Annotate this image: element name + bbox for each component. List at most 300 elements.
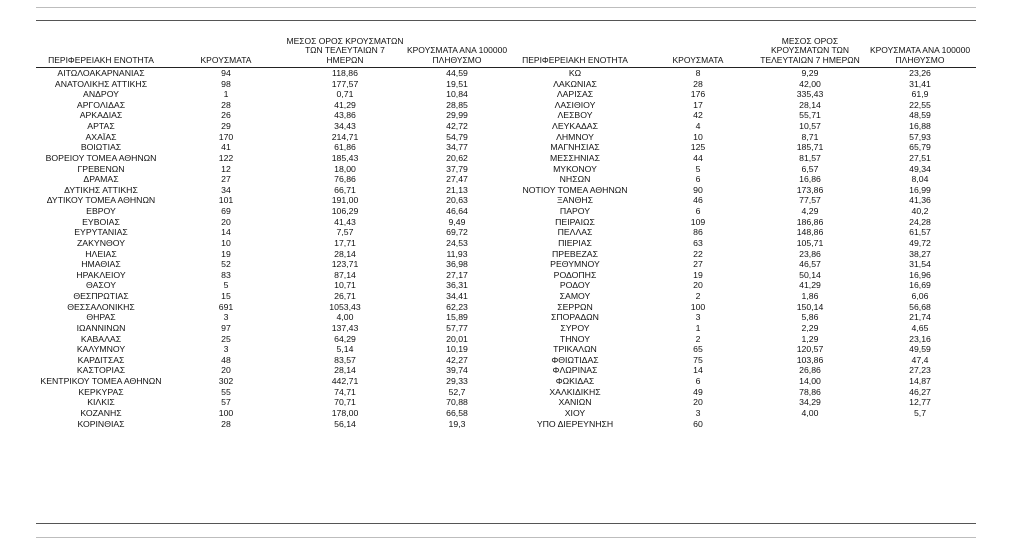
cell-per100k-right: 12,77 xyxy=(909,397,931,408)
cell-cases-right: 49 xyxy=(693,386,703,397)
cell-region-right: ΡΕΘΥΜΝΟΥ xyxy=(550,259,600,270)
cell-per100k-left: 27,17 xyxy=(446,269,468,280)
cell-avg7-right: 120,57 xyxy=(796,344,824,355)
cell-avg7-left: 1053,43 xyxy=(329,301,361,312)
cell-avg7-left: 191,00 xyxy=(331,195,359,206)
cell-cases-right: 17 xyxy=(693,99,703,110)
cell-avg7-right: 10,57 xyxy=(799,121,821,132)
cell-avg7-left: 10,71 xyxy=(334,280,356,291)
cell-region-right: ΜΕΣΣΗΝΙΑΣ xyxy=(550,153,600,163)
cell-avg7-left: 137,43 xyxy=(331,323,359,333)
cell-cases-right: 42 xyxy=(693,110,703,121)
cell-avg7-right: 8,71 xyxy=(801,131,819,142)
cell-avg7-left: 56,14 xyxy=(334,418,356,429)
cell-avg7-left: 41,43 xyxy=(334,216,356,227)
cell-region-right: ΥΠΟ ΔΙΕΡΕΥΝΗΣΗ xyxy=(536,418,614,429)
cell-avg7-right: 26,86 xyxy=(799,365,821,376)
cell-region-left: ΔΥΤΙΚΟΥ ΤΟΜΕΑ ΑΘΗΝΩΝ xyxy=(46,195,156,206)
cell-cases-right: 46 xyxy=(693,195,703,206)
cell-per100k-right: 61,9 xyxy=(911,89,929,100)
cell-per100k-right: 49,34 xyxy=(909,163,931,174)
cell-cases-right: 125 xyxy=(690,142,706,153)
cell-cases-left: 98 xyxy=(221,78,231,89)
cell-per100k-right: 22,55 xyxy=(909,99,931,110)
cell-cases-left: 25 xyxy=(221,333,231,344)
cell-per100k-right: 57,93 xyxy=(909,131,931,142)
header-region-left: ΠΕΡΙΦΕΡΕΙΑΚΗ ΕΝΟΤΗΤΑ xyxy=(36,30,166,68)
cell-cases-left: 19 xyxy=(221,248,231,259)
cell-avg7-right: 1,86 xyxy=(801,291,819,302)
table-row xyxy=(36,185,976,196)
cell-avg7-right: 55,71 xyxy=(799,110,821,121)
cell-cases-left: 41 xyxy=(221,142,231,153)
cell-region-right: ΣΕΡΡΩΝ xyxy=(557,301,593,312)
cell-region-right: ΛΑΚΩΝΙΑΣ xyxy=(553,78,597,89)
cell-per100k-right: 5,7 xyxy=(913,408,927,418)
cell-avg7-right: 2,29 xyxy=(801,323,819,333)
cell-cases-left: 26 xyxy=(221,110,231,121)
cell-region-left: ΚΑΡΔΙΤΣΑΣ xyxy=(77,354,125,365)
cell-per100k-left: 20,62 xyxy=(446,153,468,163)
cell-region-left: ΑΡΚΑΔΙΑΣ xyxy=(79,110,123,121)
cell-per100k-left: 20,01 xyxy=(446,333,468,344)
table-row xyxy=(36,121,976,132)
bottom-rule xyxy=(36,523,976,524)
cell-cases-left: 29 xyxy=(221,121,231,132)
cell-cases-right: 14 xyxy=(693,365,703,376)
table-row xyxy=(36,259,976,270)
cell-cases-left: 97 xyxy=(221,323,231,333)
cell-region-left: ΒΟΡΕΙΟΥ ΤΟΜΕΑ ΑΘΗΝΩΝ xyxy=(45,153,157,163)
cell-region-left: ΗΡΑΚΛΕΙΟΥ xyxy=(76,269,126,280)
cell-per100k-left: 10,84 xyxy=(446,89,468,100)
cell-per100k-left: 70,88 xyxy=(446,397,468,408)
cell-per100k-right: 14,87 xyxy=(909,376,931,387)
cell-region-left: ΘΗΡΑΣ xyxy=(86,312,116,323)
top-rule xyxy=(36,7,976,8)
cell-avg7-left: 66,71 xyxy=(334,184,356,195)
cell-cases-left: 1 xyxy=(223,89,229,100)
cell-cases-left: 55 xyxy=(221,386,231,397)
cell-per100k-right: 49,72 xyxy=(909,238,931,248)
cell-region-left: ΕΥΡΥΤΑΝΙΑΣ xyxy=(74,227,128,238)
cell-cases-left: 3 xyxy=(223,312,229,323)
header-per100k-left: ΚΡΟΥΣΜΑΤΑ ΑΝΑ 100000 ΠΛΗΘΥΣΜΟ xyxy=(404,30,510,68)
cell-region-right: ΦΘΙΩΤΙΔΑΣ xyxy=(551,354,599,365)
cell-per100k-left: 20,63 xyxy=(446,195,468,206)
cell-avg7-left: 70,71 xyxy=(334,397,356,408)
cell-per100k-left: 46,64 xyxy=(446,206,468,217)
cell-avg7-right: 335,43 xyxy=(796,89,824,100)
cell-cases-right: 5 xyxy=(695,163,701,174)
cell-per100k-left: 62,23 xyxy=(446,301,468,312)
cell-region-right: ΤΗΝΟΥ xyxy=(559,333,591,344)
cell-avg7-right: 28,14 xyxy=(799,99,821,110)
cell-avg7-left: 83,57 xyxy=(334,354,356,365)
cell-avg7-right: 81,57 xyxy=(799,153,821,163)
cell-avg7-right: 14,00 xyxy=(799,376,821,387)
cell-per100k-right: 46,27 xyxy=(909,386,931,397)
cell-per100k-right: 40,2 xyxy=(911,206,929,217)
cell-cases-right: 86 xyxy=(693,227,703,238)
header-row xyxy=(36,30,976,68)
cell-avg7-left: 5,14 xyxy=(336,344,354,355)
cell-per100k-left: 52,7 xyxy=(448,386,466,397)
cell-region-left: ΙΩΑΝΝΙΝΩΝ xyxy=(76,323,126,333)
cell-avg7-right: 148,86 xyxy=(796,227,824,238)
cases-table xyxy=(36,30,976,429)
cell-region-right: ΣΠΟΡΑΔΩΝ xyxy=(551,312,599,323)
cell-per100k-right: 41,36 xyxy=(909,195,931,206)
cell-region-right: ΣΥΡΟΥ xyxy=(560,323,590,333)
cell-cases-right: 3 xyxy=(695,312,701,323)
cell-region-left: ΖΑΚΥΝΘΟΥ xyxy=(77,238,125,248)
cell-cases-left: 170 xyxy=(218,131,234,142)
cell-cases-left: 302 xyxy=(218,376,234,387)
cell-per100k-left: 27,47 xyxy=(446,174,468,185)
cell-cases-left: 20 xyxy=(221,365,231,376)
cell-cases-left: 94 xyxy=(221,67,231,78)
cell-per100k-left: 39,74 xyxy=(446,365,468,376)
table-row xyxy=(36,238,976,249)
cell-avg7-right: 4,29 xyxy=(801,206,819,217)
cell-region-right: ΜΑΓΝΗΣΙΑΣ xyxy=(550,142,600,153)
table-row xyxy=(36,408,976,419)
cell-cases-right: 2 xyxy=(695,333,701,344)
cell-cases-left: 20 xyxy=(221,216,231,227)
table-row xyxy=(36,323,976,334)
cell-region-right: ΦΛΩΡΙΝΑΣ xyxy=(552,365,598,376)
cell-region-left: ΑΙΤΩΛΟΑΚΑΡΝΑΝΙΑΣ xyxy=(57,67,145,78)
cell-cases-right: 19 xyxy=(693,269,703,280)
table-row xyxy=(36,281,976,292)
cell-per100k-left: 19,3 xyxy=(448,418,466,429)
footer-rule xyxy=(36,537,976,538)
table-row xyxy=(36,387,976,398)
cell-per100k-left: 21,13 xyxy=(446,184,468,195)
cell-region-left: ΚΟΡΙΝΘΙΑΣ xyxy=(77,418,125,429)
cell-region-right: ΡΟΔΟΥ xyxy=(559,280,591,291)
cell-region-left: ΑΡΓΟΛΙΔΑΣ xyxy=(76,99,126,110)
cell-cases-left: 14 xyxy=(221,227,231,238)
cell-cases-left: 5 xyxy=(223,280,229,291)
table-row xyxy=(36,249,976,260)
cell-cases-right: 90 xyxy=(693,184,703,195)
cell-per100k-left: 69,72 xyxy=(446,227,468,238)
cell-cases-left: 101 xyxy=(218,195,234,206)
cell-avg7-right: 9,29 xyxy=(801,67,819,78)
cell-cases-right: 6 xyxy=(695,376,701,387)
cell-cases-right: 28 xyxy=(693,78,703,89)
cell-per100k-right: 16,69 xyxy=(909,280,931,291)
cell-per100k-right: 27,23 xyxy=(909,365,931,376)
table-row xyxy=(36,174,976,185)
cell-avg7-right: 23,86 xyxy=(799,248,821,259)
cell-region-right: ΛΑΡΙΣΑΣ xyxy=(556,89,594,100)
table-row xyxy=(36,302,976,313)
cell-avg7-left: 74,71 xyxy=(334,386,356,397)
cell-per100k-right: 16,99 xyxy=(909,184,931,195)
header-region-right: ΠΕΡΙΦΕΡΕΙΑΚΗ ΕΝΟΤΗΤΑ xyxy=(510,30,640,68)
cell-avg7-right: 6,57 xyxy=(801,163,819,174)
cell-avg7-right: 1,29 xyxy=(801,333,819,344)
cell-avg7-right: 4,00 xyxy=(801,408,819,418)
cell-region-left: ΗΜΑΘΙΑΣ xyxy=(81,259,121,270)
cell-avg7-right: 41,29 xyxy=(799,280,821,291)
cell-region-left: ΕΒΡΟΥ xyxy=(86,206,116,217)
cell-cases-right: 100 xyxy=(690,301,706,312)
cell-avg7-right: 78,86 xyxy=(799,386,821,397)
cell-avg7-left: 123,71 xyxy=(331,259,359,270)
table-row xyxy=(36,142,976,153)
cell-avg7-left: 185,43 xyxy=(331,153,359,163)
cell-region-left: ΘΕΣΣΑΛΟΝΙΚΗΣ xyxy=(67,301,135,312)
cell-avg7-left: 87,14 xyxy=(334,269,356,280)
cell-avg7-left: 177,57 xyxy=(331,78,359,89)
cell-cases-right: 3 xyxy=(695,408,701,418)
cell-region-right: ΛΑΣΙΘΙΟΥ xyxy=(554,99,596,110)
cell-cases-left: 27 xyxy=(221,174,231,185)
cell-cases-right: 60 xyxy=(693,418,703,429)
table-row xyxy=(36,397,976,408)
cell-region-right: ΡΟΔΟΠΗΣ xyxy=(553,269,597,280)
cell-avg7-left: 106,29 xyxy=(331,206,359,217)
cell-region-left: ΚΙΛΚΙΣ xyxy=(87,397,115,408)
cell-region-right: ΧΑΛΚΙΔΙΚΗΣ xyxy=(549,386,601,397)
cell-avg7-left: 17,71 xyxy=(334,238,356,248)
table-row xyxy=(36,217,976,228)
table-row xyxy=(36,270,976,281)
cell-per100k-right: 4,65 xyxy=(911,323,929,333)
cell-region-left: ΑΧΑΪΑΣ xyxy=(85,131,117,142)
cell-avg7-left: 7,57 xyxy=(336,227,354,238)
table-row xyxy=(36,419,976,430)
cell-per100k-right: 8,04 xyxy=(911,174,929,185)
cell-cases-left: 69 xyxy=(221,206,231,217)
cell-region-right: ΤΡΙΚΑΛΩΝ xyxy=(553,344,597,355)
cell-avg7-left: 4,00 xyxy=(336,312,354,323)
cell-region-right: ΛΕΥΚΑΔΑΣ xyxy=(552,121,598,132)
cell-region-right: ΧΙΟΥ xyxy=(564,408,586,418)
cell-avg7-right: 50,14 xyxy=(799,269,821,280)
cell-region-right: ΦΩΚΙΔΑΣ xyxy=(555,376,595,387)
table-row xyxy=(36,206,976,217)
table-row xyxy=(36,164,976,175)
cell-region-right: ΠΙΕΡΙΑΣ xyxy=(558,238,592,248)
cell-per100k-left: 36,31 xyxy=(446,280,468,291)
cell-region-left: ΔΡΑΜΑΣ xyxy=(83,174,119,185)
cell-per100k-left: 11,93 xyxy=(446,248,468,259)
table-row xyxy=(36,376,976,387)
cell-cases-right: 6 xyxy=(695,174,701,185)
cell-per100k-left: 10,19 xyxy=(446,344,468,355)
cell-avg7-left: 61,86 xyxy=(334,142,356,153)
cell-avg7-right: 185,71 xyxy=(796,142,824,153)
cell-per100k-right: 24,28 xyxy=(909,216,931,227)
cell-avg7-left: 28,14 xyxy=(334,365,356,376)
table-row xyxy=(36,355,976,366)
cell-per100k-right: 65,79 xyxy=(909,142,931,153)
cell-per100k-left: 54,79 xyxy=(446,131,468,142)
cell-region-right: ΠΕΛΛΑΣ xyxy=(557,227,593,238)
header-avg7-left: ΜΕΣΟΣ ΟΡΟΣ ΚΡΟΥΣΜΑΤΩΝ ΤΩΝ ΤΕΛΕΥΤΑΙΩΝ 7 ΗΜΕΡΩΝ xyxy=(286,30,404,68)
cell-avg7-left: 0,71 xyxy=(336,89,354,100)
cell-per100k-left: 36,98 xyxy=(446,259,468,270)
cell-per100k-left: 29,99 xyxy=(446,110,468,121)
cell-region-right: ΣΑΜΟΥ xyxy=(559,291,591,302)
cell-avg7-left: 178,00 xyxy=(331,408,359,418)
table-row xyxy=(36,196,976,207)
cell-region-right: ΠΡΕΒΕΖΑΣ xyxy=(552,248,598,259)
cell-cases-left: 691 xyxy=(218,301,234,312)
cell-region-left: ΚΕΡΚΥΡΑΣ xyxy=(78,386,124,397)
table-row xyxy=(36,291,976,302)
cell-per100k-right: 47,4 xyxy=(911,354,929,365)
cell-cases-right: 63 xyxy=(693,238,703,248)
cell-avg7-left: 18,00 xyxy=(334,163,356,174)
cell-cases-right: 65 xyxy=(693,344,703,355)
cell-avg7-left: 118,86 xyxy=(332,67,358,78)
header-per100k-right: ΚΡΟΥΣΜΑΤΑ ΑΝΑ 100000 ΠΛΗΘΥΣΜΟ xyxy=(864,30,976,68)
cell-per100k-right: 56,68 xyxy=(909,301,931,312)
cell-per100k-left: 28,85 xyxy=(446,99,468,110)
cell-cases-left: 52 xyxy=(221,259,231,270)
cell-cases-right: 10 xyxy=(693,131,703,142)
cell-cases-left: 83 xyxy=(221,269,231,280)
cell-region-left: ΚΕΝΤΡΙΚΟΥ ΤΟΜΕΑ ΑΘΗΝΩΝ xyxy=(40,376,162,387)
cell-region-right: ΜΥΚΟΝΟΥ xyxy=(553,163,597,174)
table-row xyxy=(36,111,976,122)
cell-cases-right: 20 xyxy=(693,397,703,408)
header-cases-left: ΚΡΟΥΣΜΑΤΑ xyxy=(166,30,286,68)
header-avg7-right: ΜΕΣΟΣ ΟΡΟΣ ΚΡΟΥΣΜΑΤΩΝ ΤΩΝ ΤΕΛΕΥΤΑΙΩΝ 7 ΗΜΕΡΩΝ xyxy=(756,30,864,68)
table-row xyxy=(36,68,976,79)
cell-per100k-left: 15,89 xyxy=(446,312,468,323)
cell-cases-left: 28 xyxy=(221,418,231,429)
cell-per100k-left: 42,72 xyxy=(446,121,468,132)
cell-per100k-right: 38,27 xyxy=(909,248,931,259)
cell-region-left: ΓΡΕΒΕΝΩΝ xyxy=(77,163,125,174)
cell-per100k-left: 24,53 xyxy=(446,238,468,248)
table-row xyxy=(36,79,976,90)
cell-per100k-right: 16,96 xyxy=(909,269,931,280)
cell-avg7-right: 77,57 xyxy=(799,195,821,206)
cell-per100k-left: 29,33 xyxy=(446,376,468,387)
table-row xyxy=(36,344,976,355)
cell-per100k-right: 61,57 xyxy=(909,227,931,238)
cell-cases-left: 28 xyxy=(221,99,231,110)
cell-avg7-right: 42,00 xyxy=(799,78,821,89)
cell-per100k-right: 16,88 xyxy=(909,121,931,132)
cell-cases-left: 48 xyxy=(221,354,231,365)
cell-cases-left: 100 xyxy=(218,408,234,418)
cell-region-left: ΘΑΣΟΥ xyxy=(85,280,117,291)
cell-per100k-left: 34,77 xyxy=(446,142,468,153)
cell-cases-left: 57 xyxy=(221,397,231,408)
cell-region-left: ΑΝΔΡΟΥ xyxy=(83,89,119,100)
cell-avg7-right: 150,14 xyxy=(796,301,824,312)
cell-region-right: ΛΗΜΝΟΥ xyxy=(556,131,594,142)
cell-per100k-left: 42,27 xyxy=(446,354,468,365)
cell-region-right: ΝΟΤΙΟΥ ΤΟΜΕΑ ΑΘΗΝΩΝ xyxy=(522,184,628,195)
cell-per100k-right: 31,54 xyxy=(909,259,931,270)
cell-avg7-right: 173,86 xyxy=(796,184,824,195)
table-row xyxy=(36,100,976,111)
table-row xyxy=(36,366,976,377)
cell-cases-left: 34 xyxy=(221,184,231,195)
cell-region-left: ΚΑΣΤΟΡΙΑΣ xyxy=(76,365,126,376)
cell-region-left: ΘΕΣΠΡΩΤΙΑΣ xyxy=(73,291,129,302)
cell-region-left: ΔΥΤΙΚΗΣ ΑΤΤΙΚΗΣ xyxy=(64,184,138,195)
cell-cases-right: 6 xyxy=(695,206,701,217)
cell-avg7-right: 105,71 xyxy=(796,238,824,248)
cell-per100k-right xyxy=(864,419,976,430)
cell-region-right: ΛΕΣΒΟΥ xyxy=(557,110,593,121)
cell-per100k-right: 48,59 xyxy=(909,110,931,121)
cell-per100k-right: 21,74 xyxy=(909,312,931,323)
cell-avg7-left: 34,43 xyxy=(334,121,356,132)
cell-avg7-left: 76,86 xyxy=(334,174,356,185)
cell-cases-right: 109 xyxy=(690,216,706,227)
cell-avg7-left: 43,86 xyxy=(334,110,356,121)
table-body xyxy=(36,68,976,430)
cell-cases-right: 44 xyxy=(693,153,703,163)
table-row xyxy=(36,312,976,323)
cell-cases-left: 3 xyxy=(223,344,229,355)
cell-cases-right: 4 xyxy=(695,121,701,132)
cell-region-right: ΠΕΙΡΑΙΩΣ xyxy=(555,216,595,227)
cell-cases-left: 15 xyxy=(221,291,231,302)
cell-avg7-left: 26,71 xyxy=(334,291,356,302)
cell-avg7-right: 103,86 xyxy=(796,354,824,365)
cell-per100k-left: 66,58 xyxy=(446,408,468,418)
cell-region-right: ΠΑΡΟΥ xyxy=(559,206,591,217)
table-row xyxy=(36,153,976,164)
cell-region-left: ΑΝΑΤΟΛΙΚΗΣ ΑΤΤΙΚΗΣ xyxy=(54,78,148,89)
cell-per100k-left: 19,51 xyxy=(446,78,468,89)
cell-cases-left: 12 xyxy=(221,163,231,174)
cell-cases-right: 2 xyxy=(695,291,701,302)
cell-per100k-right: 23,26 xyxy=(909,67,931,78)
table-row xyxy=(36,132,976,143)
cell-per100k-left: 44,59 xyxy=(446,67,468,78)
cell-cases-right: 176 xyxy=(690,89,706,100)
table-row xyxy=(36,227,976,238)
cell-per100k-right: 27,51 xyxy=(909,153,931,163)
cell-avg7-right: 34,29 xyxy=(799,397,821,408)
cell-avg7-right: 46,57 xyxy=(799,259,821,270)
cell-per100k-left: 9,49 xyxy=(448,216,466,227)
cell-region-left: ΒΟΙΩΤΙΑΣ xyxy=(80,142,122,153)
cell-avg7-right: 186,86 xyxy=(796,216,824,227)
cell-region-left: ΑΡΤΑΣ xyxy=(87,121,115,132)
cell-region-right: ΚΩ xyxy=(568,67,582,78)
header-rule xyxy=(36,20,976,21)
cell-avg7-left: 442,71 xyxy=(331,376,359,387)
cell-cases-left: 10 xyxy=(221,238,231,248)
cell-region-right: ΝΗΣΩΝ xyxy=(559,174,591,185)
cell-cases-right: 27 xyxy=(693,259,703,270)
cell-avg7-left: 41,29 xyxy=(334,99,356,110)
cell-avg7-left: 214,71 xyxy=(331,131,359,142)
cell-region-left: ΗΛΕΙΑΣ xyxy=(85,248,117,259)
header-cases-right: ΚΡΟΥΣΜΑΤΑ xyxy=(640,30,756,68)
table-row xyxy=(36,89,976,100)
cell-avg7-right: 16,86 xyxy=(799,174,821,185)
table-row xyxy=(36,334,976,345)
cell-per100k-left: 57,77 xyxy=(446,323,468,333)
cell-per100k-right: 23,16 xyxy=(909,333,931,344)
